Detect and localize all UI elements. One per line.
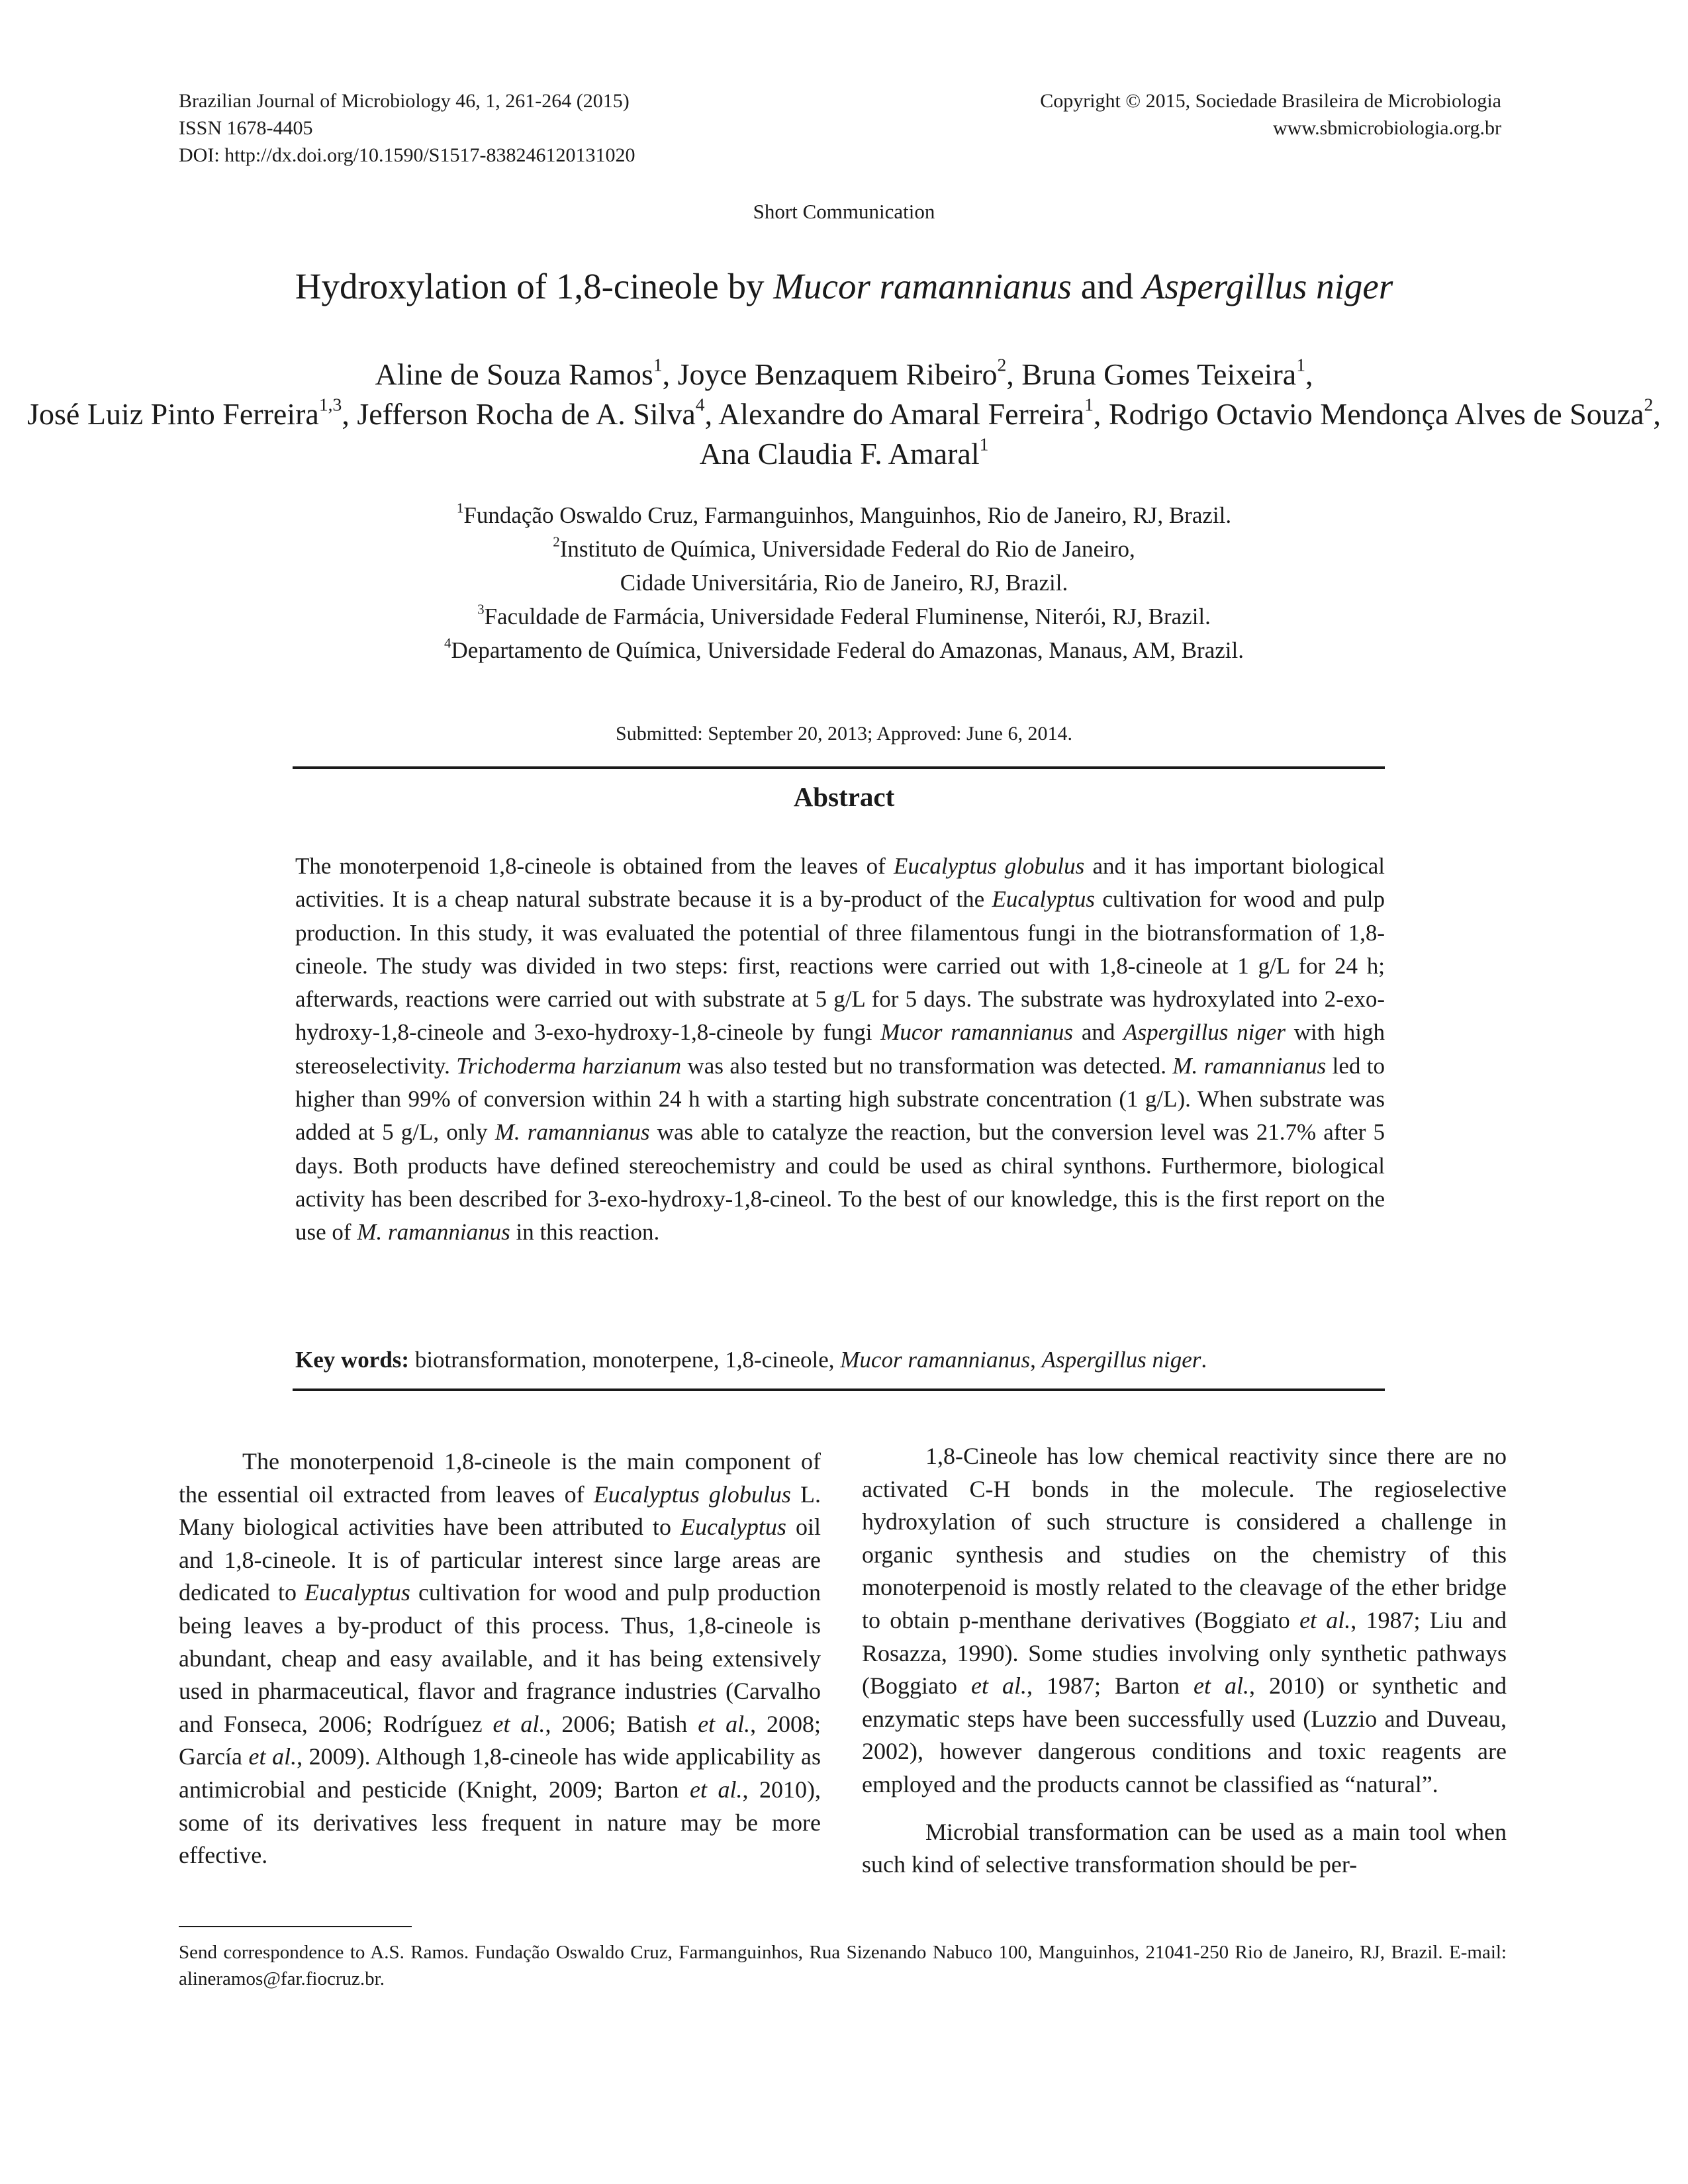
italic-term: et al. — [971, 1672, 1027, 1700]
author-affiliation: 2 — [997, 354, 1007, 375]
abstract-text — [295, 850, 1385, 1250]
text-run: was also tested but no transformation was detected. — [681, 1052, 1173, 1079]
society-website: www.sbmicrobiologia.org.br — [1273, 117, 1501, 139]
text-run: , 2010) or synthetic and enzymatic steps have been successfully used (Luzzio and Duveau, 2002), however dangerous conditions and toxic reagents are employed and the products cannot be classified as “natural”. — [862, 1672, 1507, 1797]
italic-term: et al. — [1194, 1672, 1250, 1700]
text-run: oil and 1,8-cineole. It is of particular interest since large areas are dedicated to — [179, 1514, 821, 1606]
italic-term: et al. — [689, 1776, 743, 1803]
affiliation-list — [0, 498, 1688, 667]
affiliation-text: Faculdade de Farmácia, Universidade Federal Fluminense, Niterói, RJ, Brazil. — [484, 604, 1211, 629]
italic-term: Eucalyptus — [680, 1514, 786, 1541]
author-name: José Luiz Pinto Ferreira — [27, 397, 319, 431]
abstract-top-rule — [293, 766, 1385, 769]
author-affiliation: 1 — [979, 433, 989, 455]
text-run: and it has important biological activities. It is a cheap natural substrate because it is a by-product of the — [295, 853, 1385, 913]
footnote-rule — [179, 1926, 412, 1927]
abstract-bottom-rule — [293, 1388, 1385, 1391]
affiliation-number: 2 — [553, 533, 560, 550]
article-title — [0, 263, 1688, 310]
body-paragraph — [862, 1440, 1507, 1801]
italic-term: Mucor ramannianus — [880, 1019, 1074, 1046]
title-text-2: and — [1071, 266, 1143, 306]
title-species-1: Mucor ramannianus — [773, 266, 1072, 306]
italic-term: Eucalyptus — [304, 1579, 410, 1606]
italic-term: M. ramannianus — [1172, 1052, 1327, 1079]
affiliation-text: Fundação Oswaldo Cruz, Farmanguinhos, Manguinhos, Rio de Janeiro, RJ, Brazil. — [463, 502, 1232, 528]
submission-dates: Submitted: September 20, 2013; Approved: June 6, 2014. — [616, 723, 1072, 745]
keywords-list: biotransformation, monoterpene, 1,8-cineole, — [409, 1347, 841, 1373]
text-run: The monoterpenoid 1,8-cineole is the main component of the essential oil extracted from leaves of — [179, 1448, 821, 1508]
text-run: and — [1073, 1019, 1124, 1046]
author-name: Rodrigo Octavio Mendonça Alves de Souza — [1108, 397, 1644, 431]
italic-term: Eucalyptus globulus — [593, 1480, 791, 1508]
text-run: , 1987; Barton — [1027, 1672, 1194, 1700]
italic-term: Trichoderma harzianum — [456, 1052, 682, 1079]
text-run: was able to catalyze the reaction, but the conversion level was 21.7% after 5 days. Both products have defined stereochemistry and could be used as chiral synthons. Furthermore, biological activity has been described for 3-exo-hydroxy-1,8-cineol. To the best of our knowledge, this is the first report on the use of — [295, 1119, 1385, 1246]
article-type: Short Communication — [753, 200, 935, 223]
affiliation — [0, 532, 1688, 566]
text-run: 1,8-Cineole has low chemical reactivity since there are no activated C-H bonds in the molecule. The regioselective hydroxylation of such structure is considered a challenge in organic synthesis and studies on the chemistry of this monoterpenoid is mostly related to the cleavage of the ether bridge to obtain p-menthane derivatives (Boggiato — [862, 1443, 1507, 1633]
author-name: Aline de Souza Ramos — [375, 357, 653, 391]
author-name: Joyce Benzaquem Ribeiro — [677, 357, 998, 391]
author-affiliation: 2 — [1644, 394, 1654, 415]
copyright-notice: Copyright © 2015, Sociedade Brasileira de Microbiologia — [1040, 90, 1501, 112]
italic-term: Eucalyptus — [992, 886, 1096, 913]
text-run: L. Many biological activities have been attributed to — [179, 1480, 821, 1541]
body-paragraph — [179, 1445, 821, 1872]
author-name: Ana Claudia F. Amaral — [699, 437, 980, 471]
keywords-label: Key words: — [295, 1347, 410, 1373]
copyright-header — [1040, 87, 1501, 142]
author-affiliation: 1 — [653, 354, 663, 375]
author-list — [0, 355, 1688, 474]
affiliation — [0, 600, 1688, 633]
text-run: in this reaction. — [510, 1219, 660, 1246]
author-affiliation: 1 — [1296, 354, 1305, 375]
title-text-1: Hydroxylation of 1,8-cineole by — [295, 266, 774, 306]
text-run: cultivation for wood and pulp production being leaves a by-product of this process. Thus, 1,8-cineole is abundant, cheap and easy available, and it has being extensively used in pharmaceutical, flavor and fragrance industries (Carvalho and Fonseca, 2006; Rodríguez — [179, 1579, 821, 1737]
italic-term: et al. — [248, 1743, 297, 1770]
author-line: José Luiz Pinto Ferreira$^{1,3}$, Jefferson Rocha de A. Silva$^4$, Alexandre do Amaral Ferreira$^1$, Rodrigo Octavio Mendonça Alves de Souza$^2$, Ana Claudia F. Amaral$^1$ — [27, 394, 1661, 471]
text-run: , 2006; Batish — [545, 1710, 698, 1737]
author-name: Bruna Gomes Teixeira — [1021, 357, 1297, 391]
affiliation-number: 4 — [444, 635, 451, 651]
text-run: , 2009). Although 1,8-cineole has wide applicability as antimicrobial and pesticide (Knight, 2009; Barton — [179, 1743, 821, 1803]
author-name: Jefferson Rocha de A. Silva — [357, 397, 696, 431]
affiliation-number: 1 — [456, 500, 464, 516]
text-run: , 2010), some of its derivatives less frequent in nature may be more effective. — [179, 1776, 821, 1869]
italic-term: M. ramannianus — [357, 1219, 510, 1246]
affiliation — [0, 566, 1688, 600]
affiliation-text: Cidade Universitária, Rio de Janeiro, RJ, Brazil. — [620, 570, 1068, 596]
affiliation — [0, 498, 1688, 532]
body-paragraph — [862, 1816, 1507, 1882]
italic-term: et al. — [492, 1710, 545, 1737]
author-name: Alexandre do Amaral Ferreira — [718, 397, 1085, 431]
author-affiliation: 1 — [1084, 394, 1094, 415]
text-run: led to higher than 99% of conversion within 24 h with a starting high substrate concentration (1 g/L). When substrate was added at 5 g/L, only — [295, 1052, 1385, 1146]
author-affiliation: 4 — [695, 394, 705, 415]
italic-term: Eucalyptus globulus — [893, 853, 1085, 879]
keywords-end: . — [1201, 1347, 1207, 1373]
text-run: Microbial transformation can be used as a main tool when such kind of selective transformation should be per- — [862, 1818, 1507, 1878]
affiliation-text: Departamento de Química, Universidade Federal do Amazonas, Manaus, AM, Brazil. — [451, 637, 1244, 663]
author-line: Aline de Souza Ramos$^1$, Joyce Benzaquem Ribeiro$^2$, Bruna Gomes Teixeira$^1$, — [375, 354, 1313, 391]
text-run: , 1987; Liu and Rosazza, 1990). Some studies involving only synthetic pathways (Boggiato — [862, 1606, 1507, 1700]
affiliation — [0, 633, 1688, 667]
journal-header — [179, 87, 635, 169]
affiliation-number: 3 — [477, 601, 485, 617]
text-run: with high stereoselectivity. — [295, 1019, 1385, 1079]
keyword-species-2: Aspergillus niger — [1041, 1347, 1201, 1373]
journal-citation: Brazilian Journal of Microbiology 46, 1, 261-264 (2015) — [179, 90, 630, 112]
article-doi: DOI: http://dx.doi.org/10.1590/S1517-838246120131020 — [179, 144, 635, 166]
author-affiliation: 1,3 — [318, 394, 342, 415]
italic-term: M. ramannianus — [494, 1119, 650, 1146]
text-run: , 2008; García — [179, 1710, 821, 1770]
body-column-right — [862, 1440, 1507, 1882]
keyword-species-1: Mucor ramannianus — [840, 1347, 1031, 1373]
correspondence-footnote: Send correspondence to A.S. Ramos. Fundação Oswaldo Cruz, Farmanguinhos, Rua Sizenando Nabuco 100, Manguinhos, 21041-250 Rio de Janeiro, RJ, Brazil. E-mail: alineramos@far.fiocruz.br. — [179, 1942, 1507, 1989]
affiliation-text: Instituto de Química, Universidade Federal do Rio de Janeiro, — [559, 536, 1135, 562]
body-column-left — [179, 1445, 821, 1872]
abstract-heading: Abstract — [793, 782, 895, 812]
keywords — [295, 1343, 1385, 1377]
italic-term: et al. — [1299, 1606, 1351, 1633]
journal-issn: ISSN 1678-4405 — [179, 117, 313, 139]
text-run: The monoterpenoid 1,8-cineole is obtained from the leaves of — [295, 853, 894, 879]
italic-term: Aspergillus niger — [1123, 1019, 1286, 1046]
italic-term: et al. — [698, 1710, 751, 1737]
title-species-2: Aspergillus niger — [1142, 266, 1393, 306]
keywords-separator: , — [1030, 1347, 1042, 1373]
text-run: cultivation for wood and pulp production. In this study, it was evaluated the potential of three filamentous fungi in the biotransformation of 1,8-cineole. The study was divided in two steps: first, reactions were carried out with 1,8-cineole at 1 g/L for 24 h; afterwards, reactions were carried out with substrate at 5 g/L for 5 days. The substrate was hydroxylated into 2-exo-hydroxy-1,8-cineole and 3-exo-hydroxy-1,8-cineole by fungi — [295, 886, 1385, 1046]
